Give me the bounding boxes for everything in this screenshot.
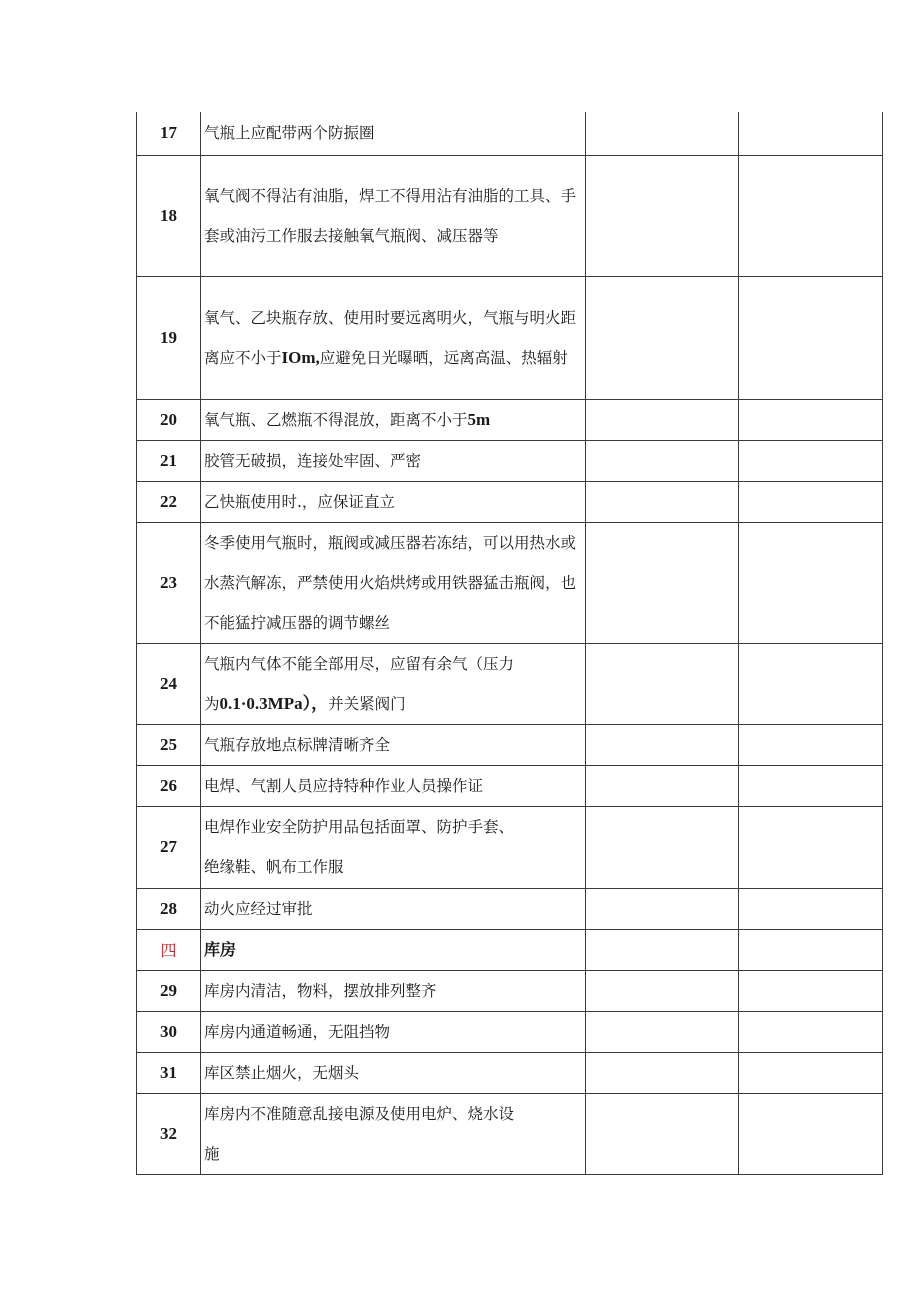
table-row [137, 481, 883, 522]
row-number: 28 [137, 888, 201, 929]
row-text-line: 气瓶内气体不能全部用尽，应留有余气（压力 [204, 654, 515, 673]
row-text: 气瓶上应配带两个防振圈 [204, 124, 375, 143]
result-cell[interactable] [586, 1052, 739, 1093]
row-item [201, 1011, 586, 1052]
remark-cell[interactable] [739, 765, 883, 806]
row-text-line: 库房内不准随意乱接电源及使用电炉、烧水设 [204, 1104, 515, 1123]
table-row [137, 1052, 883, 1093]
result-cell[interactable] [586, 888, 739, 929]
row-item [201, 399, 586, 440]
remark-cell[interactable] [739, 440, 883, 481]
row-item [201, 155, 586, 276]
table-row [137, 276, 883, 399]
section-row [137, 929, 883, 970]
row-text: 库房内通道畅通，无阻挡物 [204, 1022, 391, 1041]
remark-cell[interactable] [739, 806, 883, 888]
row-text-line: 绝缘鞋、帆布工作服 [204, 858, 344, 876]
row-number: 23 [137, 522, 201, 643]
row-item [201, 888, 586, 929]
result-cell[interactable] [586, 765, 739, 806]
row-number: 26 [137, 765, 201, 806]
row-text: 冬季使用气瓶时，瓶阀或减压器若冻结，可以用热水或水蒸汽解冻，严禁使用火焰烘烤或用铁器猛击瓶阀，也不能猛拧减压器的调节螺丝 [204, 533, 577, 632]
result-cell[interactable] [586, 1093, 739, 1174]
row-number: 17 [137, 112, 201, 155]
result-cell[interactable] [586, 155, 739, 276]
row-number: 18 [137, 155, 201, 276]
row-text-part: 氧气瓶、乙燃瓶不得混放，距离不小于 [204, 410, 468, 429]
row-item [201, 970, 586, 1011]
remark-cell[interactable] [739, 929, 883, 970]
row-item [201, 806, 586, 888]
row-item [201, 765, 586, 806]
table-row [137, 440, 883, 481]
section-title: 库房 [201, 929, 586, 970]
table-row [137, 806, 883, 888]
result-cell[interactable] [586, 929, 739, 970]
row-text-bold: 5m [467, 409, 491, 429]
result-cell[interactable] [586, 399, 739, 440]
row-number: 25 [137, 724, 201, 765]
result-cell[interactable] [586, 724, 739, 765]
result-cell[interactable] [586, 806, 739, 888]
row-number: 31 [137, 1052, 201, 1093]
row-number: 22 [137, 481, 201, 522]
row-number: 20 [137, 399, 201, 440]
row-text: 乙快瓶使用时.，应保证直立 [204, 492, 395, 511]
row-text-bold: 0.1·0.3MPa）， [219, 693, 329, 713]
row-text: 气瓶存放地点标牌清晰齐全 [204, 735, 391, 754]
remark-cell[interactable] [739, 276, 883, 399]
table-row [137, 155, 883, 276]
row-text: 动火应经过审批 [204, 899, 313, 918]
remark-cell[interactable] [739, 112, 883, 155]
result-cell[interactable] [586, 440, 739, 481]
row-number: 21 [137, 440, 201, 481]
table-row [137, 112, 883, 155]
remark-cell[interactable] [739, 724, 883, 765]
remark-cell[interactable] [739, 643, 883, 724]
row-text-bold: IOm, [281, 347, 320, 367]
result-cell[interactable] [586, 112, 739, 155]
row-text: 库房内清洁，物料，摆放排列整齐 [204, 981, 437, 1000]
row-number: 27 [137, 806, 201, 888]
table-row [137, 1011, 883, 1052]
table-row [137, 888, 883, 929]
result-cell[interactable] [586, 522, 739, 643]
table-row [137, 399, 883, 440]
row-item [201, 276, 586, 399]
remark-cell[interactable] [739, 522, 883, 643]
remark-cell[interactable] [739, 888, 883, 929]
row-number: 24 [137, 643, 201, 724]
remark-cell[interactable] [739, 155, 883, 276]
row-text-part: 并关紧阀门 [328, 694, 406, 713]
table-row [137, 522, 883, 643]
section-number: 四 [137, 929, 201, 970]
row-text-line: 施 [204, 1144, 220, 1163]
row-item [201, 481, 586, 522]
result-cell[interactable] [586, 643, 739, 724]
row-text-part: 应避免日光曝晒，远离高温、热辐射 [319, 348, 568, 367]
row-item [201, 724, 586, 765]
remark-cell[interactable] [739, 1052, 883, 1093]
table-row [137, 643, 883, 724]
row-text: 库区禁止烟火，无烟头 [204, 1063, 360, 1082]
remark-cell[interactable] [739, 970, 883, 1011]
row-item [201, 522, 586, 643]
row-item [201, 1052, 586, 1093]
table-row [137, 1093, 883, 1174]
row-text: 氧气阀不得沾有油脂，焊工不得用沾有油脂的工具、手套或油污工作服去接触氧气瓶阀、减压器等 [204, 186, 577, 245]
row-item [201, 440, 586, 481]
row-item [201, 112, 586, 155]
result-cell[interactable] [586, 1011, 739, 1052]
remark-cell[interactable] [739, 399, 883, 440]
row-item [201, 643, 586, 724]
table-row [137, 970, 883, 1011]
row-number: 32 [137, 1093, 201, 1174]
row-number: 29 [137, 970, 201, 1011]
row-number: 19 [137, 276, 201, 399]
row-text-part: 氧气、乙块瓶存放、使用时要远离明火，气瓶与明火距离应不小于 [204, 308, 577, 367]
table-row [137, 765, 883, 806]
row-text-line: 电焊作业安全防护用品包括面罩、防护手套、 [204, 818, 515, 836]
remark-cell[interactable] [739, 1093, 883, 1174]
row-item [201, 1093, 586, 1174]
row-number: 30 [137, 1011, 201, 1052]
row-text-part: 为 [204, 694, 220, 713]
result-cell[interactable] [586, 481, 739, 522]
result-cell[interactable] [586, 970, 739, 1011]
table-row [137, 724, 883, 765]
row-text: 电焊、气割人员应持特种作业人员操作证 [204, 776, 484, 795]
inspection-table [136, 112, 883, 1175]
row-text: 胶管无破损，连接处牢固、严密 [204, 451, 422, 470]
remark-cell[interactable] [739, 1011, 883, 1052]
remark-cell[interactable] [739, 481, 883, 522]
result-cell[interactable] [586, 276, 739, 399]
